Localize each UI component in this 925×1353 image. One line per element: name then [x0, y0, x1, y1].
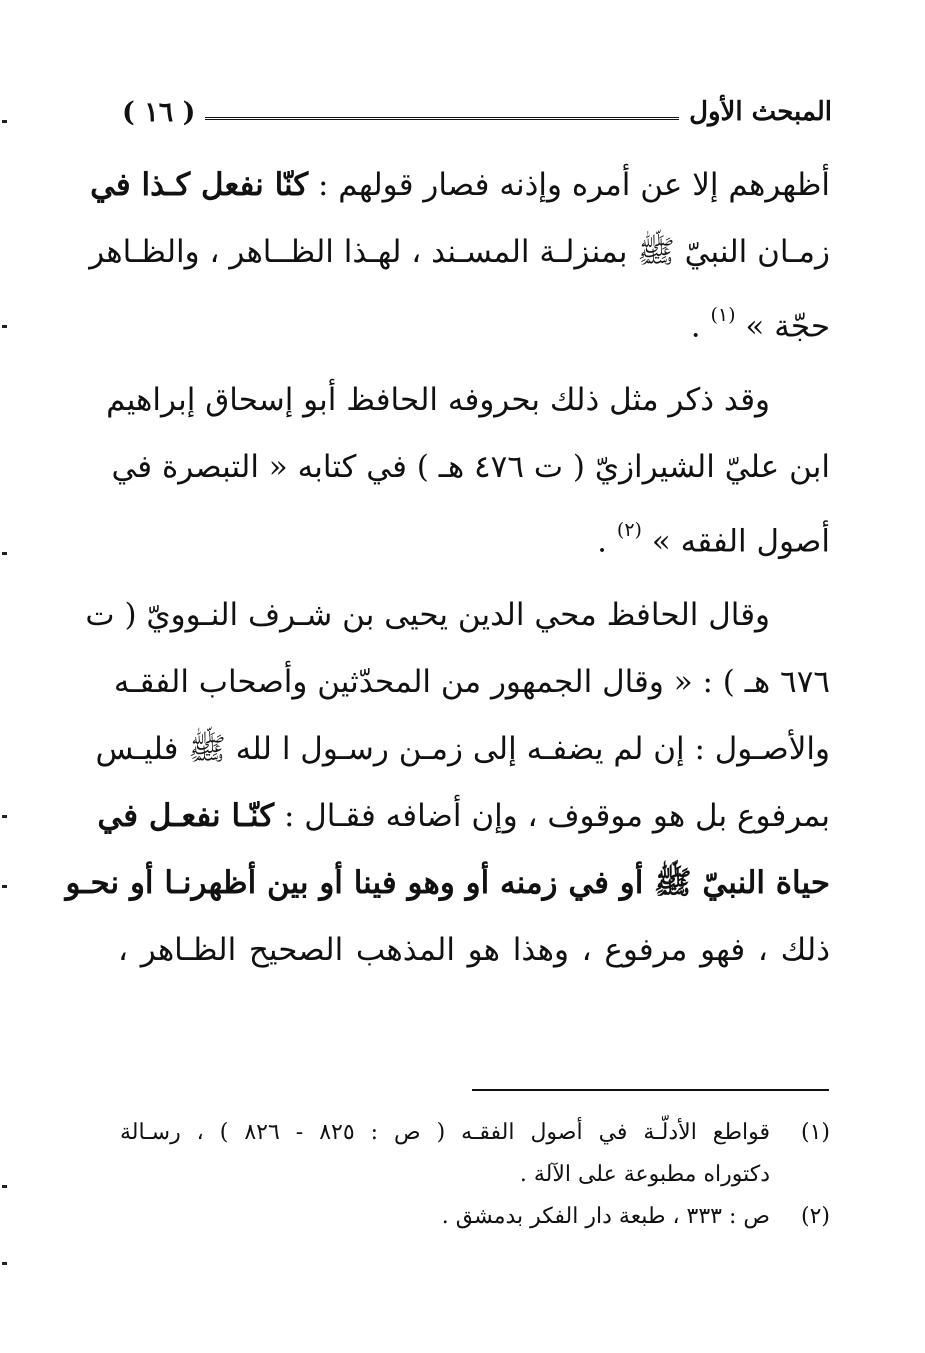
- footnotes: [120, 1112, 830, 1238]
- scan-speck: [2, 815, 7, 818]
- footnote-text: قواطع الأدلّـة في أصول الفقـه ( ص : ٨٢٥ - ٨٢٦ ) ، رسـالة: [120, 1120, 770, 1145]
- text-line: وقد ذكر مثل ذلك بحروفه الحافظ أبو إسحاق إبراهيم: [106, 382, 770, 418]
- text-line: والأصـول : إن لم يضفـه إلى زمـن رسـول ا لله ﷺ فليـس: [95, 731, 830, 767]
- text-line: حياة النبيّ ﷺ أو في زمنه أو وهو فينا أو بين أظهرنـا أو نحـو: [65, 865, 830, 901]
- footnote-separator: [472, 1089, 829, 1091]
- footnote-2: [120, 1196, 830, 1238]
- scan-speck: [2, 1262, 7, 1265]
- text-line: أظهرهم إلا عن أمره وإذنه فصار قولهم : كنّا نفعل كـذا في: [90, 167, 830, 203]
- text-line: وقال الحافظ محي الدين يحيى بن شـرف النـوويّ ( ت: [85, 597, 770, 633]
- text-line: ذلك ، فهو مرفوع ، وهذا هو المذهب الصحيح الظـاهر ،: [118, 932, 830, 968]
- footnote-ref-2: (٢): [616, 519, 642, 541]
- footnote-text: ص : ٣٣٣ ، طبعة دار الفكر بدمشق .: [441, 1204, 770, 1229]
- footnote-1: [120, 1112, 830, 1154]
- chapter-title: المبحث الأول: [689, 97, 832, 127]
- text-line: بمرفوع بل هو موقوف ، وإن أضافه فقـال : كنّـا نفعـل في: [97, 798, 830, 834]
- text-line: ابن عليّ الشيرازيّ ( ت ٤٧٦ هـ ) في كتابه « التبصرة في: [111, 449, 830, 485]
- quoted-phrase: كنّا نفعل كـذا في: [90, 167, 309, 203]
- scan-speck: [2, 552, 7, 555]
- footnote-continuation: دكتوراه مطبوعة على الآلة .: [519, 1162, 770, 1187]
- footnote-number: (١): [800, 1120, 830, 1145]
- text-line: حجّة » $^{(١)}$ .: [690, 304, 830, 345]
- text-line: زمـان النبيّ ﷺ بمنزلـة المسـند ، لهـذا الظــاهر ، والظـاهر: [89, 234, 830, 270]
- page-number: ( ١٦ ): [122, 96, 196, 128]
- scan-speck: [2, 1185, 7, 1188]
- quoted-phrase: كنّـا نفعـل في: [97, 798, 275, 834]
- header-rule: [205, 117, 679, 120]
- footnote-number: (٢): [800, 1204, 830, 1229]
- text-line: أصول الفقه » $^{(٢)}$ .: [597, 519, 830, 560]
- footnote-ref-1: (١): [710, 304, 736, 326]
- scan-speck: [2, 120, 7, 123]
- main-text: [65, 152, 830, 984]
- running-header: [122, 92, 832, 132]
- scan-speck: [2, 325, 7, 328]
- text-line: ٦٧٦ هـ ) : « وقال الجمهور من المحدّثين وأصحاب الفقـه: [113, 664, 830, 700]
- scan-speck: [2, 885, 7, 888]
